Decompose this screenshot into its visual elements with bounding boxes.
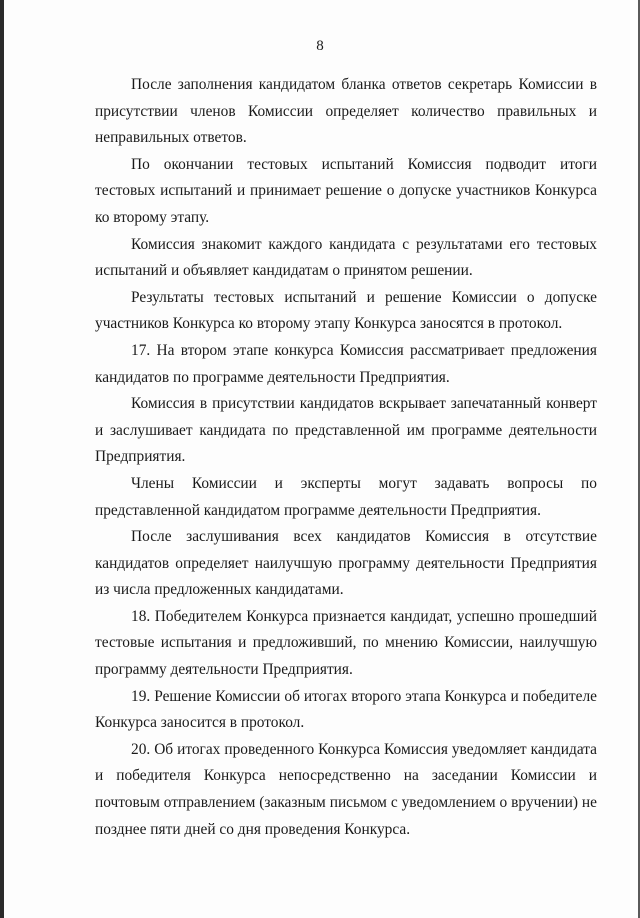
page-number: 8 [316, 38, 324, 54]
paragraph-item-17: 17. На втором этапе конкурса Комиссия рассматривает предложения кандидатов по программе деятельности Предприятия. [95, 341, 597, 386]
scan-left-edge [0, 0, 4, 918]
paragraph-questions: Члены Комиссии и эксперты могут задавать вопросы по представленной кандидатом программе деятельности Предприятия. [95, 474, 597, 519]
paragraph-item-20: 20. Об итогах проведенного Конкурса Комиссия уведомляет кандидата и победителя Конкурса непосредственно на заседании Комиссии и почтовым отправлением (заказным письмом с уведомлением о вручении) не позднее пяти дней со дня проведения Конкурса. [95, 740, 597, 838]
paragraph-answers-count: После заполнения кандидатом бланка ответов секретарь Комиссии в присутствии членов Комиссии определяет количество правильных и неправильных ответов. [95, 76, 597, 147]
paragraph-item-19: 19. Решение Комиссии об итогах второго этапа Конкурса и победителе Конкурса заносится в протокол. [95, 687, 597, 732]
paragraph-item-18: 18. Победителем Конкурса признается кандидат, успешно прошедший тестовые испытания и предложивший, по мнению Комиссии, наилучшую программу деятельности Предприятия. [95, 607, 597, 679]
document-body [95, 72, 597, 843]
paragraph-envelope: Комиссия в присутствии кандидатов вскрывает запечатанный конверт и заслушивает кандидата по представленной им программе деятельности Предприятия. [95, 395, 597, 466]
paragraph-best-program: После заслушивания всех кандидатов Комиссия в отсутствие кандидатов определяет наилучшую программу деятельности Предприятия из числа предложенных кандидатами. [95, 528, 597, 599]
paragraph-inform-candidates: Комиссия знакомит каждого кандидата с результатами его тестовых испытаний и объявляет кандидатам о принятом решении. [95, 235, 597, 280]
paragraph-protocol-stage1: Результаты тестовых испытаний и решение Комиссии о допуске участников Конкурса ко второму этапу Конкурса заносятся в протокол. [95, 288, 597, 333]
paragraph-test-results: По окончании тестовых испытаний Комиссия подводит итоги тестовых испытаний и принимает решение о допуске участников Конкурса ко второму этапу. [95, 155, 597, 226]
